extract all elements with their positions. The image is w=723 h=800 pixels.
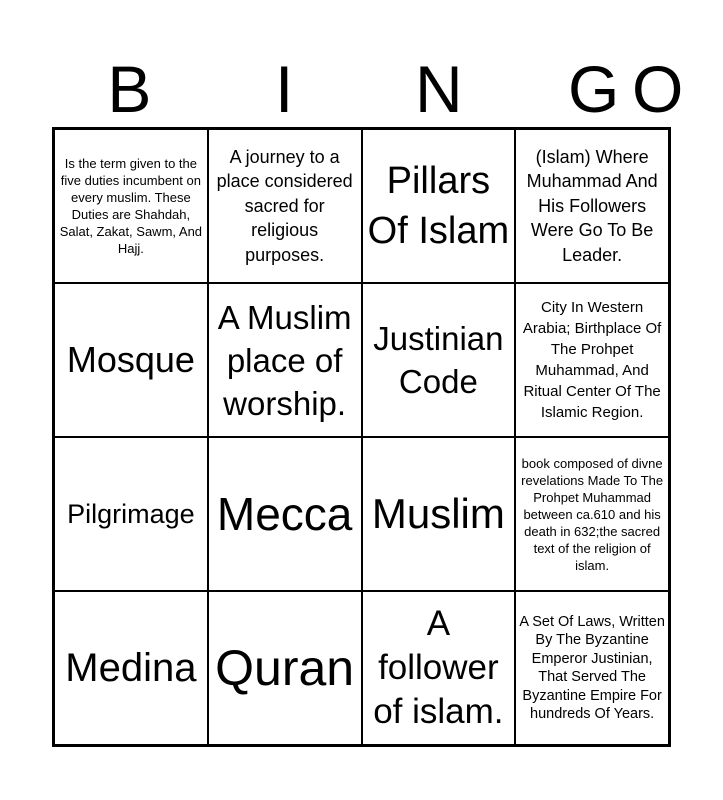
cell-text: (Islam) Where Muhammad And His Followers Were Go To Be Leader. bbox=[526, 146, 658, 265]
header-letter-n: N bbox=[415, 52, 463, 126]
bingo-cell[interactable] bbox=[208, 283, 362, 437]
bingo-cell[interactable] bbox=[362, 591, 516, 745]
cell-text: Pilgrimage bbox=[67, 499, 195, 529]
header-letter-o: O bbox=[632, 52, 684, 126]
cell-text: City In Western Arabia; Birthplace Of The Prohpet Muhammad, And Ritual Center Of The Islamic Region. bbox=[522, 299, 662, 421]
cell-text: A journey to a place considered sacred for religious purposes. bbox=[216, 146, 353, 265]
bingo-cell[interactable] bbox=[515, 129, 669, 283]
cell-text: Pillars Of Islam bbox=[367, 160, 510, 252]
cell-text: Medina bbox=[65, 646, 197, 690]
header-letter-i: I bbox=[274, 52, 294, 126]
cell-text: Mosque bbox=[66, 339, 195, 380]
cell-text: Quran bbox=[215, 640, 355, 696]
cell-text: Is the term given to the five duties incumbent on every muslim. These Duties are Shahdah, Salat, Zakat, Sawm, And Hajj. bbox=[59, 156, 203, 256]
bingo-cell[interactable] bbox=[54, 283, 208, 437]
bingo-cell[interactable] bbox=[208, 437, 362, 591]
bingo-header bbox=[52, 50, 684, 128]
cell-text: Muslim bbox=[371, 490, 505, 537]
bingo-cell[interactable] bbox=[515, 437, 669, 591]
bingo-cell[interactable] bbox=[208, 129, 362, 283]
header-letter-b: B bbox=[107, 52, 152, 126]
cell-text: Justinian Code bbox=[373, 320, 504, 400]
bingo-cell[interactable] bbox=[208, 591, 362, 745]
bingo-cell[interactable] bbox=[362, 283, 516, 437]
bingo-cell[interactable] bbox=[54, 437, 208, 591]
bingo-cell[interactable] bbox=[54, 591, 208, 745]
bingo-cell[interactable] bbox=[362, 437, 516, 591]
header-letter-g: G bbox=[567, 52, 620, 126]
cell-text: A Set Of Laws, Written By The Byzantine Emperor Justinian, That Served The Byzantine Empire For hundreds Of Years. bbox=[519, 613, 665, 722]
cell-text: A follower of islam. bbox=[373, 604, 504, 731]
cell-text: A Muslim place of worship. bbox=[217, 298, 352, 422]
bingo-cell[interactable] bbox=[54, 129, 208, 283]
bingo-cell[interactable] bbox=[362, 129, 516, 283]
bingo-cell[interactable] bbox=[515, 283, 669, 437]
cell-text: Mecca bbox=[216, 488, 353, 540]
cell-text: book composed of divne revelations Made To The Prohpet Muhammad between ca.610 and his death in 632;the sacred text of the religion of islam. bbox=[521, 455, 664, 573]
bingo-cell[interactable] bbox=[515, 591, 669, 745]
bingo-grid bbox=[52, 127, 671, 747]
